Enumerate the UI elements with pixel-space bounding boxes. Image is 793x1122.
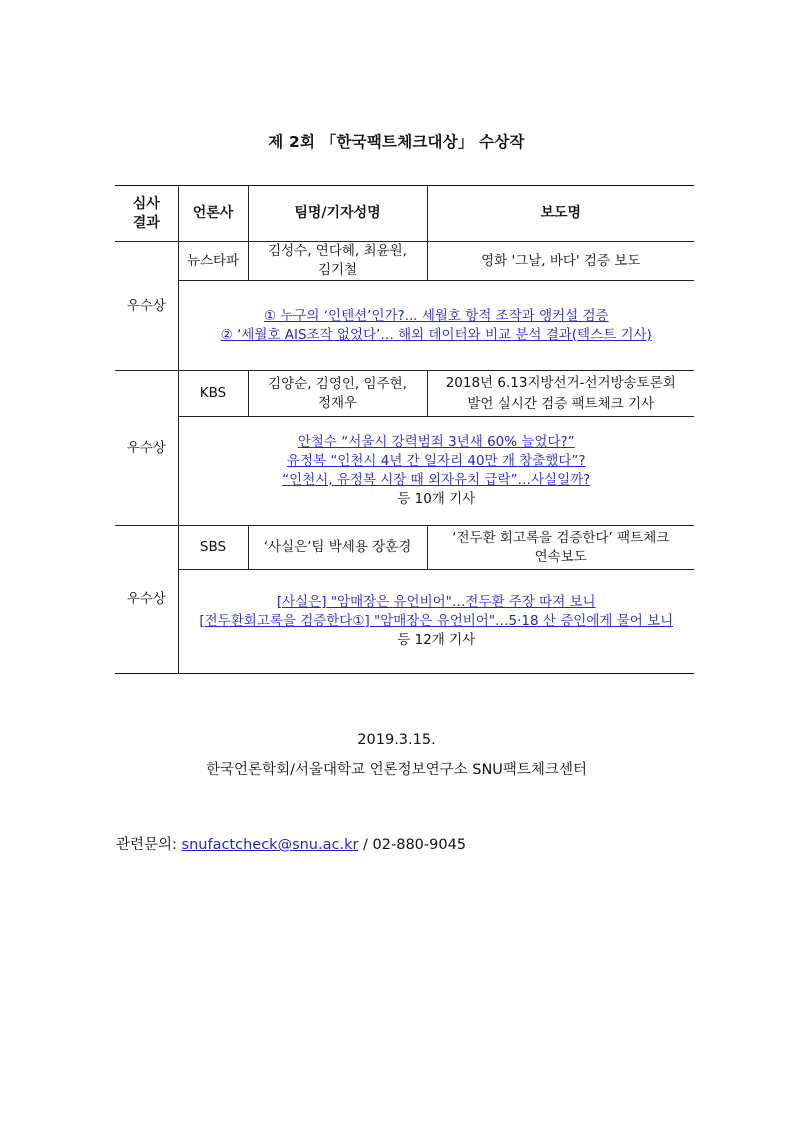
report-cell: 영화 '그날, 바다' 검증 보도 bbox=[427, 242, 694, 281]
table-row bbox=[115, 570, 694, 674]
table-row bbox=[115, 281, 694, 371]
header-outlet: 언론사 bbox=[178, 186, 248, 242]
article-link[interactable]: 유정복 “인천시 4년 간 일자리 40만 개 창출했다”? bbox=[286, 453, 586, 469]
report-line: ‘전두환 회고록을 검증한다’ 팩트체크 bbox=[452, 529, 670, 546]
header-result-line1: 심사 bbox=[132, 195, 160, 212]
article-link[interactable]: 안철수 “서울시 강력범죄 3년새 60% 늘었다?” bbox=[297, 434, 575, 450]
report-cell bbox=[427, 526, 694, 570]
article-count: 등 12개 기사 bbox=[397, 632, 476, 648]
articles-cell bbox=[178, 417, 694, 526]
article-link[interactable]: [사실은] "암매장은 유언비어"…전두환 주장 따져 보니 bbox=[276, 594, 596, 610]
report-line: 연속보도 bbox=[534, 548, 587, 565]
contact-email-link[interactable]: snufactcheck@snu.ac.kr bbox=[181, 837, 359, 853]
contact-phone: 02-880-9045 bbox=[372, 837, 467, 853]
contact-label: 관련문의: bbox=[116, 837, 177, 853]
team-line: 김양순, 김영인, 임주현, bbox=[268, 375, 407, 392]
table-row bbox=[115, 417, 694, 526]
team-cell bbox=[248, 371, 427, 417]
articles-cell bbox=[178, 281, 694, 371]
article-link[interactable]: “인천시, 유정복 시장 때 외자유치 급락”…사실일까? bbox=[282, 472, 591, 488]
outlet-cell: SBS bbox=[178, 526, 248, 570]
articles-cell bbox=[178, 570, 694, 674]
awards-table bbox=[115, 185, 694, 674]
result-cell: 우수상 bbox=[115, 526, 178, 674]
report-line: 2018년 6.13지방선거-선거방송토론회 bbox=[445, 374, 676, 391]
article-link[interactable]: ② ‘세월호 AIS조작 없었다’… 해외 데이터와 비교 분석 결과(텍스트 기사) bbox=[220, 326, 652, 343]
team-line: 김기철 bbox=[317, 262, 358, 278]
article-count: 등 10개 기사 bbox=[397, 491, 476, 507]
issue-date: 2019.3.15. bbox=[357, 732, 436, 748]
header-team: 팀명/기자성명 bbox=[248, 186, 427, 242]
page-title: 제 2회 「한국팩트체크대상」 수상작 bbox=[268, 133, 525, 151]
result-cell: 우수상 bbox=[115, 371, 178, 526]
team-line: 김성수, 연다혜, 최윤원, bbox=[268, 243, 407, 259]
outlet-cell: KBS bbox=[178, 371, 248, 417]
table-row bbox=[115, 242, 694, 281]
header-result bbox=[115, 186, 178, 242]
article-link[interactable]: [전두환회고록을 검증한다①] "암매장은 유언비어"…5·18 산 증인에게 물어 보니 bbox=[199, 613, 674, 629]
team-cell bbox=[248, 242, 427, 281]
header-result-line2: 결과 bbox=[132, 214, 160, 231]
report-line: 발언 실시간 검증 팩트체크 기사 bbox=[467, 395, 655, 412]
outlet-cell: 뉴스타파 bbox=[178, 242, 248, 281]
team-line: 정재우 bbox=[317, 394, 358, 411]
header-report: 보도명 bbox=[427, 186, 694, 242]
table-row bbox=[115, 371, 694, 417]
table-header-row bbox=[115, 186, 694, 242]
result-cell: 우수상 bbox=[115, 242, 178, 371]
contact-line bbox=[116, 833, 466, 854]
article-link[interactable]: ① 누구의 ‘인텐션’인가?... 세월호 항적 조작과 앵커설 검증 bbox=[263, 307, 609, 324]
table-row bbox=[115, 526, 694, 570]
organizer: 한국언론학회/서울대학교 언론정보연구소 SNU팩트체크센터 bbox=[206, 762, 587, 778]
contact-separator: / bbox=[363, 837, 368, 853]
report-cell bbox=[427, 371, 694, 417]
team-cell: ‘사실은’팀 박세용 장훈경 bbox=[248, 526, 427, 570]
